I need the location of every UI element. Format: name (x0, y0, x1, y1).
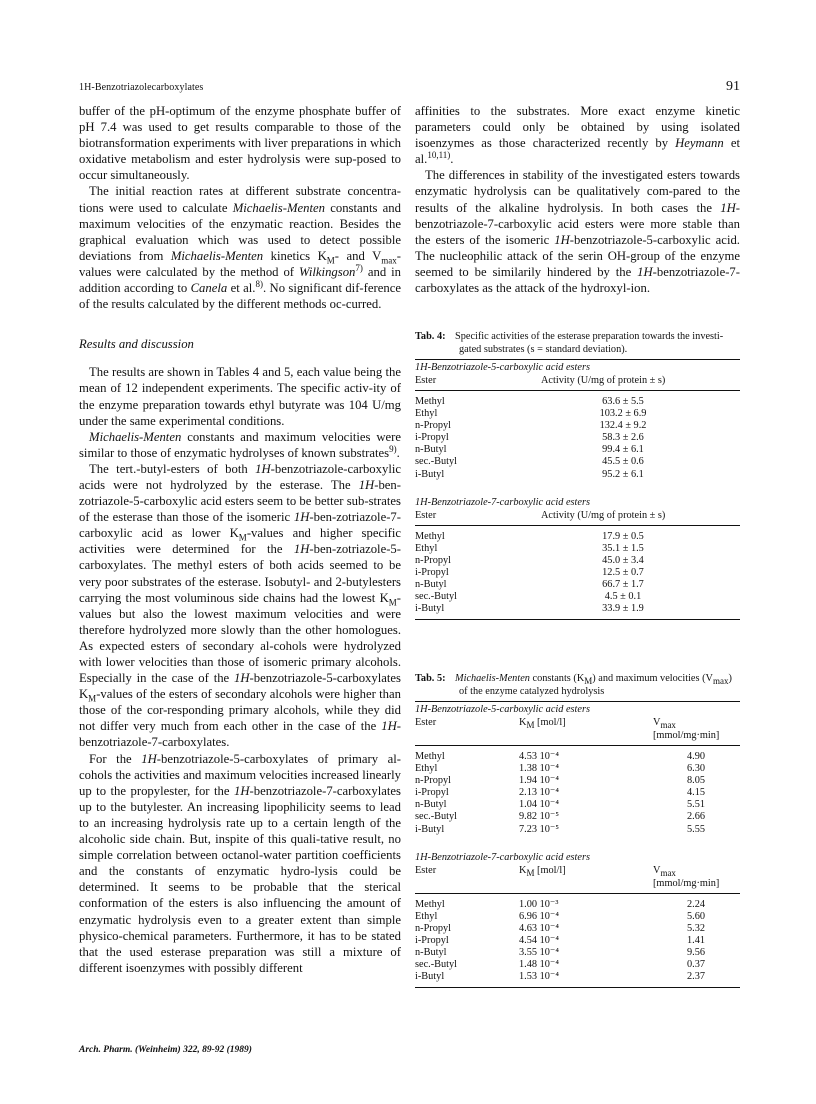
cell-km-wrap (515, 971, 633, 983)
column-header-ester: Ester (415, 864, 437, 876)
table-row (415, 811, 740, 823)
text-run: -ben-zotriazole-5-carboxylic acid esters seem to be better sub-strates of the esterase than those of the isomeric (79, 477, 401, 525)
subscript: max (381, 255, 397, 266)
cell-activity-wrap (515, 420, 735, 432)
text-run-italic: 1H (293, 510, 310, 525)
cell-km: 1.04 10⁻⁴ (519, 799, 559, 811)
text-run: [mmol/mg·min] (653, 877, 720, 889)
subscript: M (526, 867, 535, 878)
text-run-italic: 1H (381, 719, 397, 734)
table-caption (415, 672, 740, 698)
cell-activity-wrap (515, 543, 735, 555)
table-caption (415, 330, 740, 356)
table-row (415, 579, 740, 591)
cell-ester: n-Butyl (415, 444, 447, 456)
table-group-title: 1H-Benzotriazole-7-carboxylic acid esters (415, 851, 591, 863)
cell-activity: 35.1 ± 1.5 (602, 542, 644, 554)
cell-vmax-wrap (633, 751, 740, 763)
cell-activity: 4.5 ± 0.1 (604, 591, 642, 603)
cell-activity: 99.4 ± 6.1 (602, 444, 644, 456)
cell-ester: i-Propyl (415, 432, 449, 444)
text-run: V (653, 864, 661, 876)
text-run-italic: 1H (554, 232, 570, 247)
cell-km: 1.94 10⁻⁴ (519, 775, 559, 787)
cell-activity-wrap (515, 432, 735, 444)
caption-line: of the enzyme catalyzed hydrolysis (459, 686, 605, 697)
reference-marker: 10,11) (427, 150, 451, 161)
cell-activity-wrap (515, 469, 735, 481)
text-run: -benzotriazole-5-carboxylates of primary al-cohols the activities and maximum velocities increased linearly up to the propylester, for the (79, 751, 401, 798)
text-run-italic: Michaelis-Menten (455, 673, 530, 684)
cell-ester: n-Propyl (415, 922, 452, 934)
paragraph (415, 103, 740, 167)
text-run: The differences in stability of the investigated esters towards enzymatic hydrolysis can be qualitatively com-pared to the results of the alkaline hydrolysis. In both cases the (415, 168, 740, 215)
table-row (415, 899, 740, 911)
table-group-title: 1H-Benzotriazole-5-carboxylic acid esters (415, 362, 591, 373)
section-heading: Results and discussion (79, 337, 194, 352)
cell-km-wrap (515, 763, 633, 775)
cell-activity: 45.5 ± 0.6 (602, 456, 644, 468)
citation-footer: Arch. Pharm. (Weinheim) 322, 89-92 (1989) (79, 1045, 252, 1055)
cell-km-wrap (515, 775, 633, 787)
subscript: max (660, 867, 676, 878)
left-column (79, 103, 401, 976)
cell-activity: 132.4 ± 9.2 (599, 420, 647, 432)
cell-activity: 63.6 ± 5.5 (602, 396, 644, 407)
table-bottom-rule (415, 987, 740, 988)
text-run: . (450, 152, 454, 167)
table-label: Tab. 5: (415, 673, 446, 684)
cell-km: 6.96 10⁻⁴ (519, 910, 559, 922)
subscript: M (584, 676, 593, 687)
table-row (415, 408, 740, 420)
table-label: Tab. 4: (415, 331, 446, 342)
table-group-title: 1H-Benzotriazole-5-carboxylic acid esters (415, 704, 591, 715)
cell-activity: 58.3 ± 2.6 (602, 432, 644, 444)
text-run: and in addition according to (79, 264, 401, 296)
text-run: -values but also the lowest maximum velocities and were therefore hydrolyzed more slowly than the other homologues. As expected esters of secondary al-cohols were hydrolyzed with lower velocities than those of isomeric primary alcohols. Especially in the case of the (79, 590, 401, 686)
cell-vmax-wrap (633, 935, 740, 947)
cell-km: 1.53 10⁻⁴ (519, 971, 559, 983)
cell-vmax: 8.05 (687, 775, 706, 787)
table-row (415, 396, 740, 408)
caption-text (455, 330, 740, 356)
text-run-italic: 1H (255, 461, 271, 476)
reference-marker: 8) (255, 278, 263, 289)
cell-vmax-wrap (633, 787, 740, 799)
text-run: affinities to the substrates. More exact enzyme kinetic parameters could only be obtained by using isolated isoenzymes as those characterized recently by (415, 104, 740, 151)
text-run: . No significant dif-ference of the results calculated by the different methods oc-curred. (79, 281, 401, 312)
text-run: -benzotriazole-5-carboxylic acid. The nucleophilic attack of the serin OH-group of the enzyme seemed to be similarily hindered by the (415, 232, 740, 279)
table-body (415, 746, 740, 836)
cell-activity: 103.2 ± 6.9 (599, 408, 647, 420)
text-run: [mmol/mg·min] (653, 730, 720, 741)
subscript: M (326, 255, 335, 266)
text-run-italic: Michaelis-Menten (232, 200, 325, 215)
table-header-row (415, 509, 740, 526)
table-row (415, 971, 740, 983)
text-run: -benzotriazole-7-carboxylates. (79, 719, 401, 750)
table-row (415, 531, 740, 543)
subscript: M (238, 532, 247, 543)
text-run-italic: Heymann (675, 136, 724, 151)
paragraph (79, 461, 401, 751)
cell-km-wrap (515, 959, 633, 971)
text-run: constants and maximum velocities of the enzymatic reaction. Besides the graphical evaluation which was used to detect possible deviations from (79, 200, 401, 263)
subscript: M (88, 693, 97, 704)
subscript: M (388, 597, 397, 608)
table-row (415, 799, 740, 811)
reference-marker: 9) (389, 443, 397, 454)
cell-km-wrap (515, 899, 633, 911)
cell-km-wrap (515, 811, 633, 823)
table-body (415, 526, 740, 616)
cell-vmax: 5.51 (687, 799, 706, 811)
table-row (415, 432, 740, 444)
text-run: -ben-zotriazole-7-carboxylic acid as lower K (79, 510, 401, 541)
table-row (415, 923, 740, 935)
text-run-italic: 1H (234, 783, 250, 798)
cell-vmax: 4.90 (687, 751, 706, 762)
cell-ester: Methyl (415, 530, 445, 542)
text-run-italic: Canela (190, 281, 228, 296)
cell-ester: Ethyl (415, 408, 438, 420)
right-column (415, 103, 740, 296)
text-run: -benzotriazole-carboxylic acids were not hydrolyzed by the esterase. The (79, 461, 401, 492)
text-run-italic: 1H (141, 751, 157, 766)
cell-vmax-wrap (633, 923, 740, 935)
cell-vmax: 5.60 (687, 910, 706, 922)
table-row (415, 959, 740, 971)
table-row (415, 911, 740, 923)
table-row (415, 444, 740, 456)
cell-ester: Methyl (415, 751, 445, 762)
table-row (415, 947, 740, 959)
table-row (415, 763, 740, 775)
text-run: -ben-zotriazole-5-carboxylates. The methyl esters of both acids seemed to be very poor substrates of the esterase. Isobutyl- and 2-butylesters carrying the most voluminous side chains had the lowest K (79, 542, 401, 605)
text-run: -values and higher specific activities were determined for the (79, 526, 402, 557)
text-run: V (653, 717, 661, 728)
group-spacer (415, 481, 740, 495)
table-row (415, 775, 740, 787)
text-run: The tert.-butyl-esters of both (89, 461, 256, 476)
table-header-row (415, 864, 740, 894)
cell-km: 4.53 10⁻⁴ (519, 751, 559, 762)
text-run: -benzotriazole-5-carboxylates K (79, 671, 401, 702)
column-header-ester: Ester (415, 509, 437, 521)
cell-activity: 66.7 ± 1.7 (602, 579, 644, 591)
column-header-activity: Activity (U/mg of protein ± s) (541, 375, 666, 386)
table-header-row (415, 374, 740, 391)
cell-ester: sec.-Butyl (415, 959, 458, 971)
column-header-km (515, 864, 637, 890)
cell-vmax-wrap (633, 775, 740, 787)
cell-vmax: 0.37 (687, 959, 706, 971)
cell-activity: 12.5 ± 0.7 (602, 566, 644, 578)
cell-activity-wrap (515, 531, 735, 543)
cell-km: 3.55 10⁻⁴ (519, 947, 559, 959)
column-header-activity: Activity (U/mg of protein ± s) (541, 509, 666, 521)
text-run: kinetics K (263, 248, 327, 263)
text-run: -values were calculated by the method of (79, 248, 401, 279)
column-header-vmax (637, 864, 740, 890)
text-run-italic: 1H (637, 264, 653, 279)
cell-km-wrap (515, 824, 633, 836)
column-header-vmax (637, 716, 740, 742)
cell-vmax-wrap (633, 959, 740, 971)
text-run: -benzotriazole-7-carboxylates up to the butylester. An increasing lipophilicity seems to lead to an increasing hydrolysis rate up to a certain length of the alcoholic side chain. But, inspite of this quali-tative result, no simple correlation between octanol-water partition coefficients and the constants of enzymatic hydro-lysis could be determined. It seems to be probable that the sterical conformation of the esters is also influencing the amount of enzymatic hydrolysis even to a greater extent than simple physico-chemical parameters. Furthermore, it has to be stated that the used esterase preparation was still a mixture of different isoenzymes with possibly different (79, 783, 401, 975)
cell-vmax-wrap (633, 911, 740, 923)
cell-km: 7.23 10⁻⁵ (519, 823, 559, 835)
cell-activity-wrap (515, 555, 735, 567)
cell-km-wrap (515, 787, 633, 799)
text-run-italic: Wilkingson (299, 264, 356, 279)
cell-activity-wrap (515, 396, 735, 408)
cell-activity: 45.0 ± 3.4 (602, 554, 644, 566)
cell-km-wrap (515, 911, 633, 923)
table-bottom-rule (415, 619, 740, 620)
cell-vmax-wrap (633, 971, 740, 983)
table-row (415, 456, 740, 468)
cell-vmax: 2.66 (687, 811, 706, 823)
cell-activity-wrap (515, 408, 735, 420)
cell-vmax: 1.41 (687, 934, 706, 946)
cell-km: 1.00 10⁻³ (519, 898, 559, 910)
cell-ester: i-Propyl (415, 787, 449, 799)
paragraph: The results are shown in Tables 4 and 5, each value being the mean of 12 independent experiments. The specific activ-ity of the enzyme preparation towards ethyl butyrate was 104 U/mg under the same experimental conditions. (79, 365, 401, 428)
cell-km-wrap (515, 799, 633, 811)
subscript: M (526, 720, 535, 731)
text-run: et al. (227, 281, 256, 296)
column-header-ester: Ester (415, 717, 437, 728)
cell-activity-wrap (515, 456, 735, 468)
cell-km-wrap (515, 923, 633, 935)
cell-ester: Ethyl (415, 542, 438, 554)
text-run-italic: Michaelis-Menten (170, 248, 264, 263)
cell-ester: Methyl (415, 898, 445, 910)
text-run-italic: 1H (234, 671, 250, 686)
running-head: 1H-Benzotriazolecarboxylates (79, 82, 204, 93)
text-run: . (396, 445, 400, 460)
text-run-italic: 1H (720, 200, 736, 215)
table-row (415, 824, 740, 836)
cell-ester: Ethyl (415, 763, 438, 775)
caption-line (455, 673, 732, 687)
text-run: For the (89, 751, 142, 766)
cell-vmax-wrap (633, 811, 740, 823)
subscript: max (660, 720, 676, 731)
table-5 (415, 672, 740, 988)
cell-vmax: 5.55 (687, 823, 706, 835)
text-run-italic: 1H (293, 542, 310, 557)
table-row (415, 751, 740, 763)
cell-ester: n-Propyl (415, 554, 452, 566)
cell-ester: sec.-Butyl (415, 456, 458, 468)
text-run: constants (K (529, 673, 585, 684)
table-row (415, 567, 740, 579)
cell-ester: i-Butyl (415, 971, 445, 983)
cell-km: 1.38 10⁻⁴ (519, 763, 559, 775)
text-run: constants and maximum velocities were similar to those of enzymatic hydrolyses of known substrates (79, 429, 401, 460)
cell-ester: i-Propyl (415, 934, 449, 946)
cell-vmax-wrap (633, 899, 740, 911)
text-run: The initial reaction rates at different substrate concentra-tions were used to calculate (79, 184, 401, 215)
text-run: K (519, 864, 527, 876)
text-run: [mol/l] (534, 864, 566, 876)
cell-vmax-wrap (633, 824, 740, 836)
cell-km-wrap (515, 947, 633, 959)
text-run: K (519, 717, 527, 728)
caption-text (455, 672, 740, 698)
cell-ester: i-Butyl (415, 823, 445, 835)
cell-activity: 33.9 ± 1.9 (602, 603, 644, 615)
cell-ester: Ethyl (415, 910, 438, 922)
cell-activity-wrap (515, 444, 735, 456)
table-row (415, 787, 740, 799)
column-header-km (515, 716, 637, 742)
text-run: ) and maximum velocities (V (592, 673, 713, 684)
cell-ester: n-Propyl (415, 420, 452, 432)
cell-vmax-wrap (633, 763, 740, 775)
cell-activity: 17.9 ± 0.5 (602, 530, 644, 542)
paragraph (415, 167, 740, 296)
table-row (415, 469, 740, 481)
text-run: et al. (415, 136, 740, 167)
cell-ester: Methyl (415, 396, 445, 407)
table-row (415, 555, 740, 567)
cell-ester: n-Butyl (415, 579, 447, 591)
cell-activity: 95.2 ± 6.1 (602, 468, 644, 480)
cell-ester: i-Butyl (415, 603, 445, 615)
table-body (415, 391, 740, 481)
cell-km: 4.63 10⁻⁴ (519, 922, 559, 934)
cell-ester: i-Butyl (415, 468, 445, 480)
table-body (415, 894, 740, 984)
subscript: max (712, 676, 729, 687)
paragraph (79, 429, 401, 461)
cell-vmax: 9.56 (687, 947, 706, 959)
table-row (415, 543, 740, 555)
text-run: -benzotriazole-7-carboxylic acid esters were more stable than the esters of the isomeric (415, 200, 740, 247)
table-row (415, 420, 740, 432)
paragraph: buffer of the pH-optimum of the enzyme phosphate buffer of pH 7.4 was used to get results comparable to those of the biotransformation experiments with liver preparations in which oxidative metabolism and ester hydrolysis were sup-posed to occur simultaneously. (79, 104, 401, 183)
table-group-title: 1H-Benzotriazole-7-carboxylic acid esters (415, 496, 591, 508)
cell-activity-wrap (515, 603, 735, 615)
cell-km: 4.54 10⁻⁴ (519, 934, 559, 946)
paragraph (79, 751, 401, 976)
table-row (415, 935, 740, 947)
cell-vmax: 2.24 (687, 898, 706, 910)
caption-line: gated substrates (s = standard deviation). (459, 344, 628, 355)
cell-ester: n-Butyl (415, 947, 447, 959)
column-header-ester: Ester (415, 375, 437, 386)
text-run: [mol/l] (534, 717, 566, 728)
page-number: 91 (726, 79, 740, 94)
cell-km-wrap (515, 935, 633, 947)
text-run: -benzotriazole-7-carboxylates as the attack of the hydroxyl-ion. (415, 264, 740, 296)
cell-vmax-wrap (633, 799, 740, 811)
text-run-italic: Michaelis-Menten (89, 429, 182, 444)
text-run: -values of the esters of secondary alcohols were higher than those of the cor-responding primary alcohols, while they did not differ very much from each other in the case of the (79, 687, 401, 734)
cell-vmax: 5.32 (687, 922, 706, 934)
text-run: - and V (334, 248, 382, 263)
cell-activity-wrap (515, 567, 735, 579)
cell-ester: i-Propyl (415, 566, 449, 578)
group-spacer (415, 836, 740, 850)
cell-ester: sec.-Butyl (415, 811, 458, 823)
cell-ester: sec.-Butyl (415, 591, 458, 603)
text-run-italic: 1H (358, 477, 375, 492)
cell-ester: n-Butyl (415, 799, 447, 811)
cell-km: 9.82 10⁻⁵ (519, 811, 559, 823)
cell-km: 2.13 10⁻⁴ (519, 787, 559, 799)
cell-vmax: 4.15 (687, 787, 706, 799)
table-row (415, 591, 740, 603)
text-run: ) (728, 673, 732, 684)
cell-activity-wrap (515, 591, 735, 603)
table-4 (415, 330, 740, 620)
cell-km: 1.48 10⁻⁴ (519, 959, 559, 971)
cell-vmax-wrap (633, 947, 740, 959)
cell-km-wrap (515, 751, 633, 763)
cell-ester: n-Propyl (415, 775, 452, 787)
reference-marker: 7) (355, 262, 363, 273)
caption-line: Specific activities of the esterase preparation towards the investi- (455, 331, 724, 342)
paragraph (79, 183, 401, 312)
cell-vmax: 6.30 (687, 763, 706, 775)
table-row (415, 603, 740, 615)
cell-vmax: 2.37 (687, 971, 706, 983)
table-header-row (415, 716, 740, 746)
cell-activity-wrap (515, 579, 735, 591)
